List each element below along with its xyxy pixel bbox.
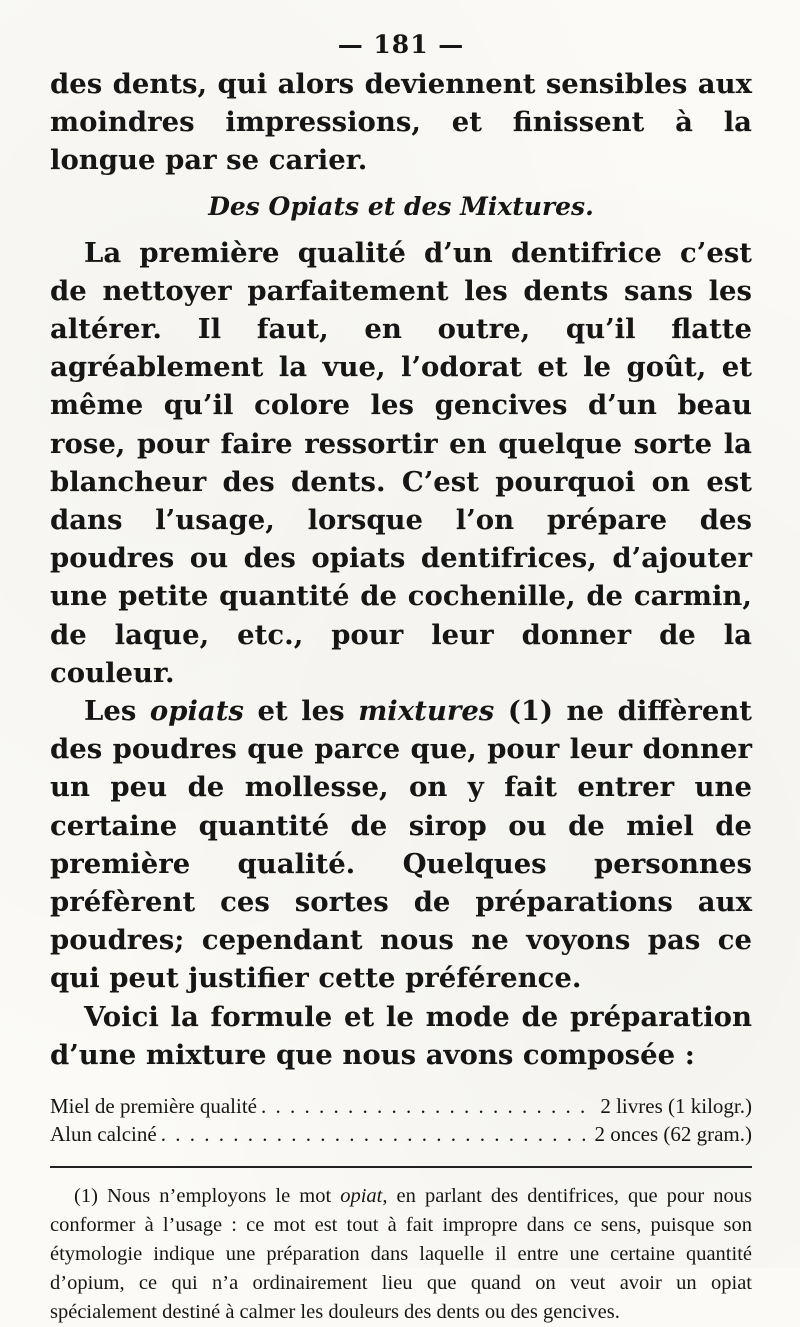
formula-ingredient: Miel de première qualité	[50, 1094, 257, 1119]
text-run: , en parlant des dentifrices, que pour nous conformer à l’usage : ce mot est tout à fait impropre dans ce sens, puisque son étymologie indique une préparation dans laquelle il entre une certaine quantité d’opium, ce qui n’a ordinairement lieu que quand on veut avoir un opiat spécialement destiné à calmer les douleurs des dents ou des gencives.	[50, 1185, 753, 1324]
paragraph-continued: des dents, qui alors deviennent sensibles aux moindres impressions, et finissent à la longue par se carier.	[50, 68, 752, 177]
footnote-text	[50, 1182, 752, 1327]
footnote-divider	[50, 1166, 752, 1168]
paragraph-opiats-mixtures	[50, 692, 752, 998]
footnote	[50, 1182, 752, 1327]
italic-term-opiats: opiats	[149, 695, 244, 728]
text-run: (1) Nous n’employons le mot	[74, 1185, 341, 1208]
formula-quantity: 2 onces (62 gram.)	[594, 1122, 752, 1147]
formula-row	[50, 1120, 752, 1148]
leader-dots	[261, 1092, 592, 1120]
text-run: (1) ne diffèrent des poudres que parce que, pour leur donner un peu de mollesse, on y fait entrer une certaine quantité de sirop ou de miel de première qualité. Quelques personnes préfèrent ces sortes de préparations aux poudres; cependant nous ne voyons pas ce qui peut justifier cette préférence.	[50, 695, 753, 995]
section-heading: Des Opiats et des Mixtures.	[208, 191, 594, 221]
italic-term-mixtures: mixtures	[358, 695, 495, 728]
page-number: — 181 —	[337, 30, 465, 59]
italic-term-opiat: opiat	[340, 1185, 383, 1208]
formula-quantity: 2 livres (1 kilogr.)	[600, 1094, 752, 1119]
formula-ingredient: Alun calciné	[50, 1122, 157, 1147]
paragraph-dentifrice-quality: La première qualité d’un dentifrice c’est de nettoyer parfaitement les dents sans les altérer. Il faut, en outre, qu’il flatte agréablement la vue, l’odorat et le goût, et même qu’il colore les gencives d’un beau rose, pour faire ressortir en quelque sorte la blancheur des dents. C’est pourquoi on est dans l’usage, lorsque l’on prépare des poudres ou des opiats dentifrices, d’ajouter une petite quantité de cochenille, de carmin, de laque, etc., pour leur donner de la couleur.	[50, 236, 752, 689]
leader-dots	[161, 1120, 587, 1148]
text-run: et les	[243, 695, 359, 728]
text-run: Les	[84, 695, 150, 728]
formula-row	[50, 1092, 752, 1120]
formula-list	[50, 1092, 752, 1148]
paragraph-formula-intro: Voici la formule et le mode de préparation d’une mixture que nous avons composée :	[50, 1000, 752, 1071]
body-text	[50, 65, 752, 1074]
